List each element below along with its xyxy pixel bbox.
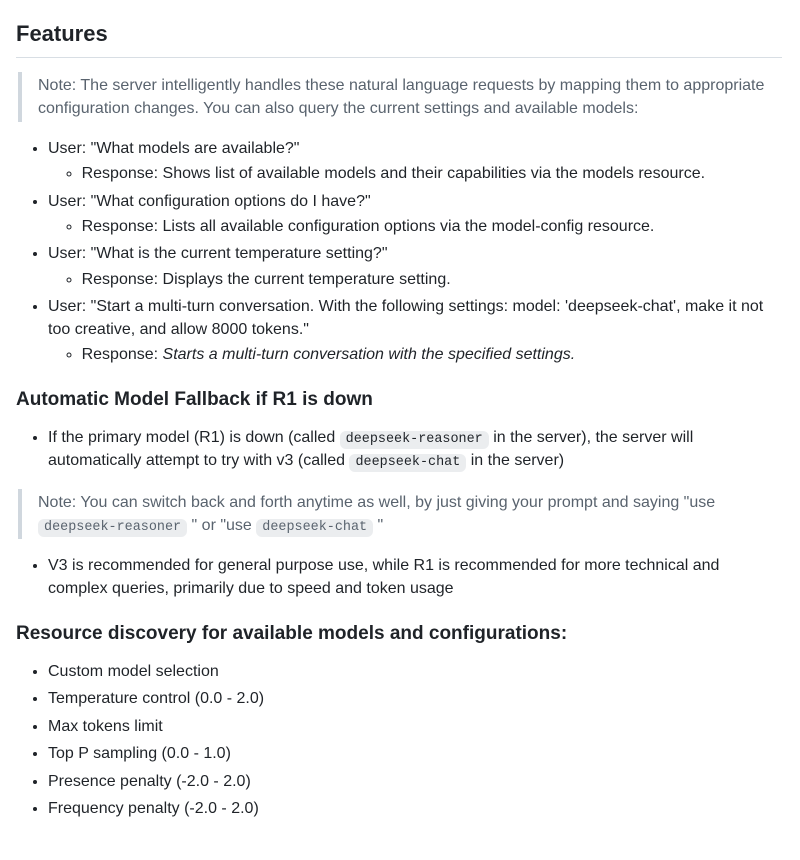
user-query-2: User: "What configuration options do I have?": [48, 192, 371, 210]
inline-code: deepseek-reasoner: [340, 431, 489, 449]
response-sublist-4: [48, 344, 782, 366]
list-item-response-4: ◦ Response: Starts a multi-turn conversation with the specified settings.: [82, 344, 782, 366]
list-item-resource-1: • Custom model selection: [48, 661, 782, 683]
page-title: Features: [16, 20, 782, 58]
list-item-resource-4: • Top P sampling (0.0 - 1.0): [48, 743, 782, 765]
qa-list: [16, 138, 782, 367]
note-blockquote-2: [18, 489, 782, 540]
note-text-1: Note: The server intelligently handles these natural language requests by mapping them to appropriate configuration changes. You can also query the current settings and available models:: [38, 76, 765, 117]
list-item-user-4: [48, 296, 782, 366]
section-heading-resource: Resource discovery for available models and configurations:: [16, 623, 568, 645]
list-item-resource-6: • Frequency penalty (-2.0 - 2.0): [48, 798, 782, 820]
inline-code: deepseek-reasoner: [38, 519, 187, 537]
user-query-3: User: "What is the current temperature setting?": [48, 245, 388, 263]
list-item-fallback-2: • V3 is recommended for general purpose use, while R1 is recommended for more technical and complex queries, primarily due to speed and token usage: [48, 555, 782, 600]
user-query-4: User: "Start a multi-turn conversation. With the following settings: model: 'deepseek-chat', make it not too creative, and allow 8000 tokens.": [48, 298, 764, 338]
list-item-fallback-1: • If the primary model (R1) is down (called deepseek-reasoner in the server), the server will automatically attempt to try with v3 (called deepseek-chat in the server): [48, 427, 782, 473]
list-item-user-1: [48, 138, 782, 186]
response-sublist-1: [48, 163, 782, 185]
response-sublist-2: [48, 216, 782, 238]
list-item-response-2: ◦ Response: Lists all available configuration options via the model-config resource.: [82, 216, 782, 238]
list-item-user-3: [48, 243, 782, 291]
response-sublist-3: [48, 269, 782, 291]
list-item-response-1: ◦ Response: Shows list of available models and their capabilities via the models resource.: [82, 163, 782, 185]
inline-code: deepseek-chat: [256, 519, 373, 537]
resource-list: [16, 661, 782, 820]
fallback-list-1: [16, 427, 782, 473]
fallback-list-2: [16, 555, 782, 600]
inline-code: deepseek-chat: [349, 454, 466, 472]
emphasized-text: Starts a multi-turn conversation with the specified settings.: [162, 346, 576, 363]
list-item-resource-2: • Temperature control (0.0 - 2.0): [48, 688, 782, 710]
section-heading-fallback: Automatic Model Fallback if R1 is down: [16, 389, 373, 411]
note-text-2: Note: You can switch back and forth anytime as well, by just giving your prompt and saying "use deepseek-reasoner " or "use deepseek-chat ": [38, 493, 716, 535]
list-item-resource-5: • Presence penalty (-2.0 - 2.0): [48, 771, 782, 793]
list-item-user-2: [48, 191, 782, 239]
list-item-resource-3: • Max tokens limit: [48, 716, 782, 738]
user-query-1: User: "What models are available?": [48, 139, 300, 157]
note-blockquote-1: [18, 72, 782, 122]
list-item-response-3: ◦ Response: Displays the current temperature setting.: [82, 269, 782, 291]
